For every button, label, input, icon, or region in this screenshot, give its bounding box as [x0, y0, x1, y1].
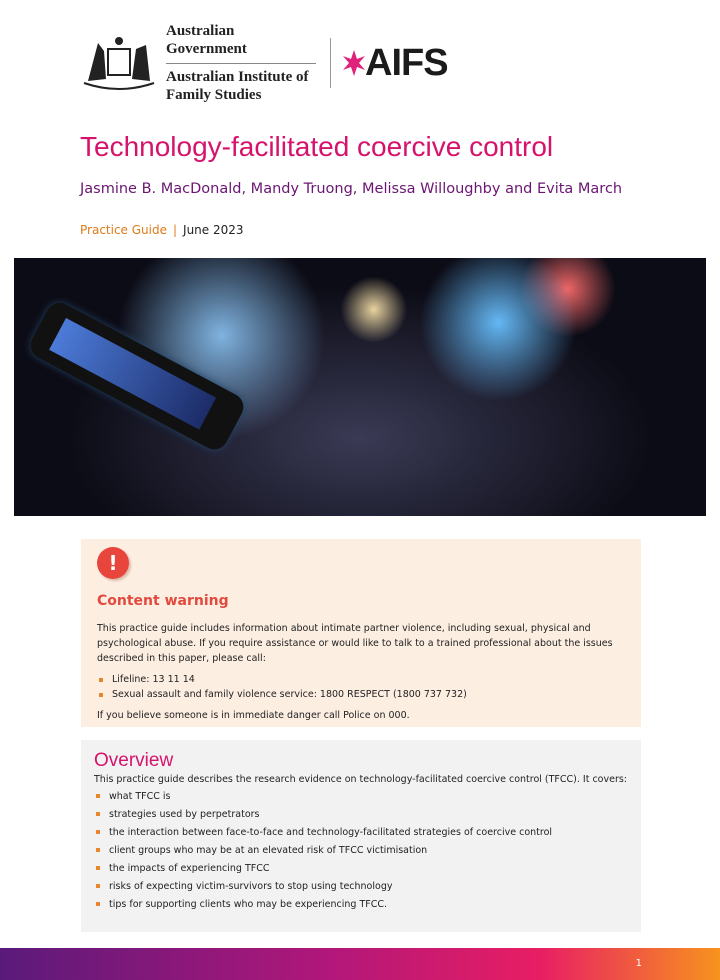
warning-heading: Content warning — [97, 593, 229, 609]
list-item: tips for supporting clients who may be experiencing TFCC. — [94, 896, 628, 914]
page-title: Technology-facilitated coercive control — [80, 131, 554, 162]
overview-intro: This practice guide describes the research evidence on technology-facilitated coercive control (TFCC). It covers: — [94, 774, 628, 785]
aifs-logo — [343, 42, 448, 85]
aifs-wordmark: AIFS — [365, 41, 448, 84]
list-item: the interaction between face-to-face and technology-facilitated strategies of coercive control — [94, 824, 628, 842]
cover-photo — [14, 258, 706, 516]
coat-of-arms-icon — [80, 31, 158, 95]
overview-heading: Overview — [94, 750, 174, 771]
authors: Jasmine B. MacDonald, Mandy Truong, Melissa Willoughby and Evita March — [80, 181, 623, 197]
doc-date: June 2023 — [183, 223, 244, 237]
institute-name-2: Family Studies — [166, 87, 262, 103]
overview-box — [81, 740, 641, 932]
list-item: the impacts of experiencing TFCC — [94, 860, 628, 878]
doc-type: Practice Guide — [80, 223, 167, 237]
footer-bar — [0, 948, 720, 980]
list-item: what TFCC is — [94, 788, 628, 806]
institute-name-1: Australian Institute of — [166, 69, 309, 85]
header-logos — [80, 23, 448, 103]
divider — [330, 38, 331, 88]
list-item: Lifeline: 13 11 14 — [97, 672, 625, 687]
warning-body: This practice guide includes information about intimate partner violence, including sexual, physical and psychological abuse. If you require assistance or would like to talk to a trained professional about the issues described in this paper, please call: — [97, 623, 613, 664]
list-item: risks of expecting victim-survivors to stop using technology — [94, 878, 628, 896]
publication-meta — [80, 223, 244, 237]
phone-image — [26, 298, 248, 454]
list-item: Sexual assault and family violence service: 1800 RESPECT (1800 737 732) — [97, 687, 625, 702]
list-item: client groups who may be at an elevated risk of TFCC victimisation — [94, 842, 628, 860]
meta-separator: | — [172, 223, 178, 237]
page-number: 1 — [635, 958, 642, 969]
gov-name: Australian Government — [166, 22, 316, 64]
aifs-star-icon — [343, 50, 365, 76]
warning-footer: If you believe someone is in immediate danger call Police on 000. — [97, 710, 410, 721]
warning-icon: ! — [97, 547, 129, 579]
list-item: strategies used by perpetrators — [94, 806, 628, 824]
content-warning-box — [81, 539, 641, 727]
